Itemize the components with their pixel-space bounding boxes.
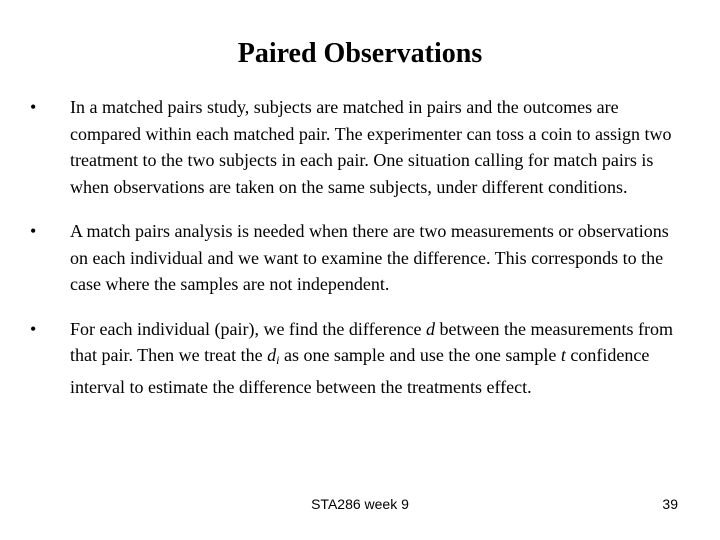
bullet-text	[70, 319, 673, 397]
footer-page-number: 39	[662, 496, 678, 512]
text-segment: confidence interval to estimate the difference between the treatments effect.	[70, 345, 650, 397]
footer-course: STA286 week 9	[311, 496, 409, 512]
variable-t: t	[560, 345, 566, 365]
variable-d: d	[426, 318, 436, 339]
bullet-item	[30, 316, 690, 401]
variable-d-i: d	[267, 345, 277, 365]
bullet-item	[30, 218, 690, 298]
bullet-marker: •	[30, 97, 37, 117]
bullet-item	[30, 94, 690, 200]
bullet-text: In a matched pairs study, subjects are matched in pairs and the outcomes are compared within each matched pair. The experimenter can toss a coin to assign two treatment to the two subjects in each pair. One situation calling for match pairs is when observations are taken on the same subjects, under different conditions.	[70, 97, 672, 197]
text-segment: between the measurements from that pair. Then we treat the	[70, 318, 673, 365]
bullet-marker: •	[30, 221, 37, 241]
subscript-i: i	[276, 353, 280, 367]
text-segment: For each individual (pair), we find the difference	[70, 318, 427, 339]
slide-title: Paired Observations	[237, 38, 483, 69]
bullet-marker: •	[30, 318, 37, 339]
text-segment: as one sample and use the one sample	[279, 345, 561, 365]
bullet-list	[30, 94, 690, 418]
bullet-text: A match pairs analysis is needed when there are two measurements or observations on each individual and we want to examine the difference. This corresponds to the case where the samples are not independent.	[70, 221, 669, 294]
